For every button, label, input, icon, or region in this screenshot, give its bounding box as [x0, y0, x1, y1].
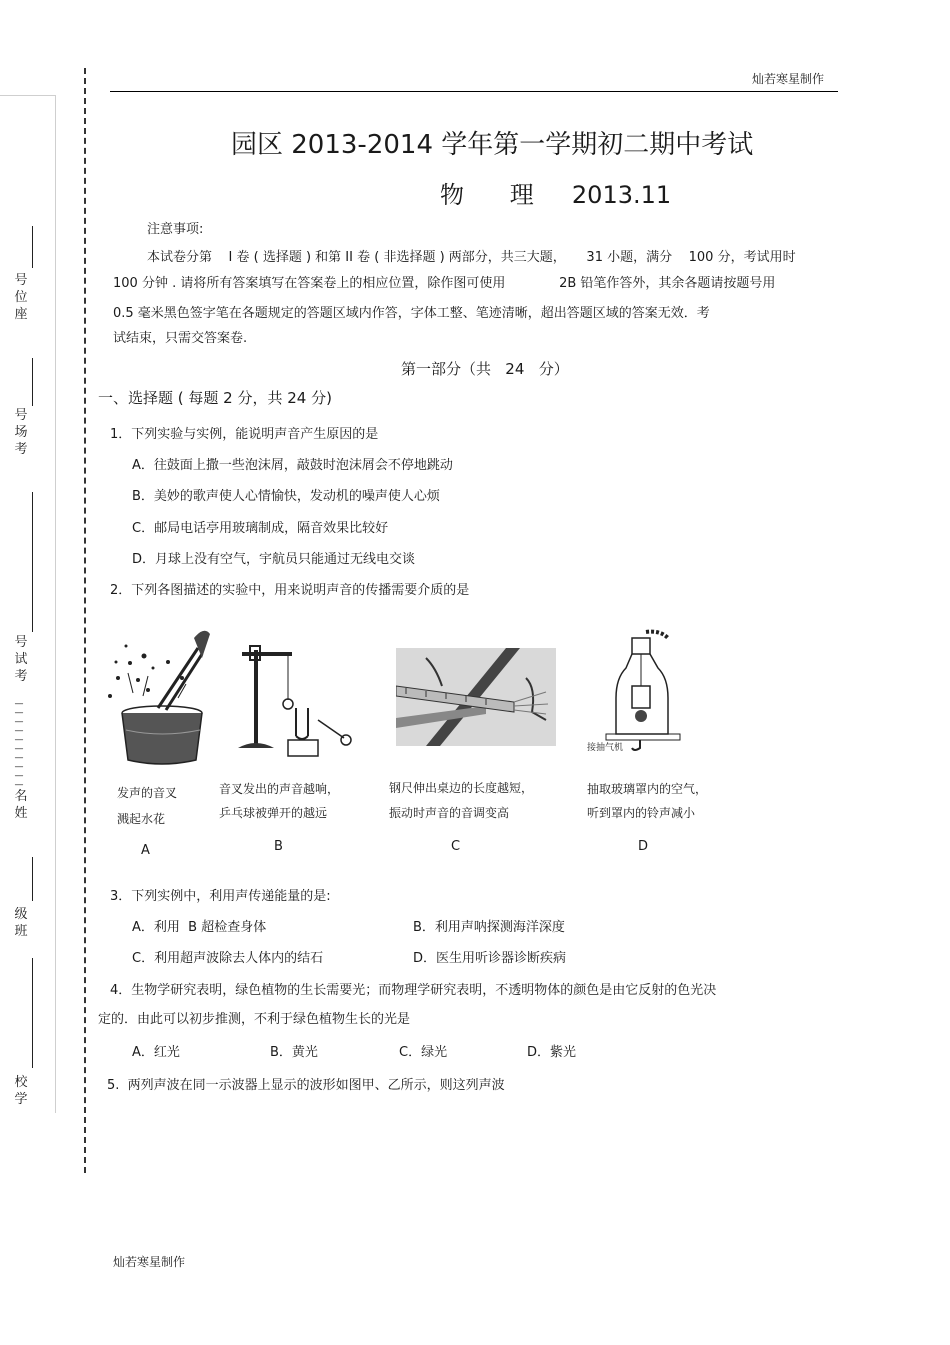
q1-option-c: C．邮局电话亭用玻璃制成，隔音效果比较好 [132, 521, 389, 536]
binding-strip [0, 95, 56, 1113]
q4-option-b: B．黄光 [270, 1045, 318, 1060]
q3-stem: 3．下列实例中，利用声传递能量的是: [110, 889, 331, 904]
class-label: 级班 [14, 907, 28, 939]
q3-option-a: A．利用 B 超检查身体 [132, 920, 267, 935]
header-rule [110, 91, 838, 92]
q4-stem-line-2: 定的．由此可以初步推测，不利于绿色植物生长的光是 [98, 1012, 411, 1027]
exam-no-line [32, 492, 33, 632]
notice-line-4: 试结束，只需交答案卷. [113, 331, 248, 346]
name-dashes: — — — — — — — — — — [14, 700, 24, 790]
q5-stem: 5. 两列声波在同一示波器上显示的波形如图甲、乙所示，则这列声波 [107, 1078, 505, 1093]
exam-room-label: 号场考 [14, 408, 28, 457]
class-line [32, 857, 33, 901]
q1-option-d: D．月球上没有空气，宇航员只能通过无线电交谈 [132, 552, 416, 567]
figure-a-tuning-fork-water [98, 618, 218, 770]
notice-line-1: 本试卷分第 I 卷 ( 选择题 ) 和第 II 卷 ( 非选择题 ) 两部分，共三大题， 31 小题，满分 100 分，考试用时 [147, 250, 796, 265]
q3-option-d: D．医生用听诊器诊断疾病 [413, 951, 567, 966]
notice-heading: 注意事项: [147, 222, 204, 237]
part1-title: 第一部分（共 24 分） [401, 360, 569, 378]
figure-d-bell-jar [588, 628, 688, 758]
q3-option-c: C．利用超声波除去人体内的结石 [132, 951, 324, 966]
header-watermark: 灿若寒星制作 [752, 72, 825, 86]
notice-line-2: 100 分钟 . 请将所有答案填写在答案卷上的相应位置，除作图可使用 2B 铅笔作答外，其余各题请按题号用 [113, 276, 776, 291]
school-label: 校学 [14, 1075, 28, 1107]
binding-dashed-line [84, 68, 86, 1173]
q1-option-b: B．美妙的歌声使人心情愉快，发动机的噪声使人心烦 [132, 489, 440, 504]
footer-watermark: 灿若寒星制作 [113, 1255, 186, 1269]
fig-d-letter: D [638, 839, 649, 854]
fig-a-letter: A [141, 843, 150, 858]
fig-c-caption-2: 振动时声音的音调变高 [389, 806, 510, 820]
school-line [32, 958, 33, 1068]
seat-line [32, 226, 33, 268]
q2-stem: 2．下列各图描述的实验中，用来说明声音的传播需要介质的是 [110, 583, 470, 598]
q4-option-a: A．红光 [132, 1045, 180, 1060]
seat-label: 号位座 [14, 273, 28, 322]
fig-d-caption-1: 抽取玻璃罩内的空气， [587, 782, 708, 796]
fig-b-caption-1: 音叉发出的声音越响， [219, 782, 340, 796]
section-heading: 一、选择题 ( 每题 2 分，共 24 分) [98, 389, 332, 407]
fig-a-caption-2: 溅起水花 [117, 812, 166, 826]
fig-b-letter: B [274, 839, 283, 854]
fig-c-caption-1: 钢尺伸出桌边的长度越短， [389, 781, 534, 795]
fig-a-caption-1: 发声的音叉 [117, 786, 178, 800]
q3-option-b: B．利用声呐探测海洋深度 [413, 920, 565, 935]
q4-option-c: C．绿光 [399, 1045, 448, 1060]
pump-label: 接抽气机 [587, 743, 624, 753]
q4-stem-line-1: 4．生物学研究表明，绿色植物的生长需要光；而物理学研究表明，不透明物体的颜色是由它反射的色光决 [110, 983, 717, 998]
fig-c-letter: C [451, 839, 461, 854]
notice-line-3: 0.5 毫米黑色签字笔在各题规定的答题区域内作答，字体工整、笔迹清晰，超出答题区域的答案无效．考 [113, 306, 710, 321]
figure-c-ruler-desk [396, 648, 556, 746]
q1-stem: 1．下列实验与实例，能说明声音产生原因的是 [110, 427, 379, 442]
subject-title: 物 理 2013.11 [440, 181, 672, 209]
q1-option-a: A．往鼓面上撒一些泡沫屑，敲鼓时泡沫屑会不停地跳动 [132, 458, 453, 473]
fig-b-caption-2: 乒乓球被弹开的越远 [219, 806, 328, 820]
exam-title: 园区 2013-2014 学年第一学期初二期中考试 [231, 130, 754, 160]
q4-option-d: D．紫光 [527, 1045, 577, 1060]
room-line [32, 358, 33, 406]
figure-b-tuning-fork-ball [232, 640, 362, 760]
fig-d-caption-2: 听到罩内的铃声减小 [587, 806, 696, 820]
name-label: 名姓 [14, 789, 28, 821]
exam-no-label: 号试考 [14, 635, 28, 684]
